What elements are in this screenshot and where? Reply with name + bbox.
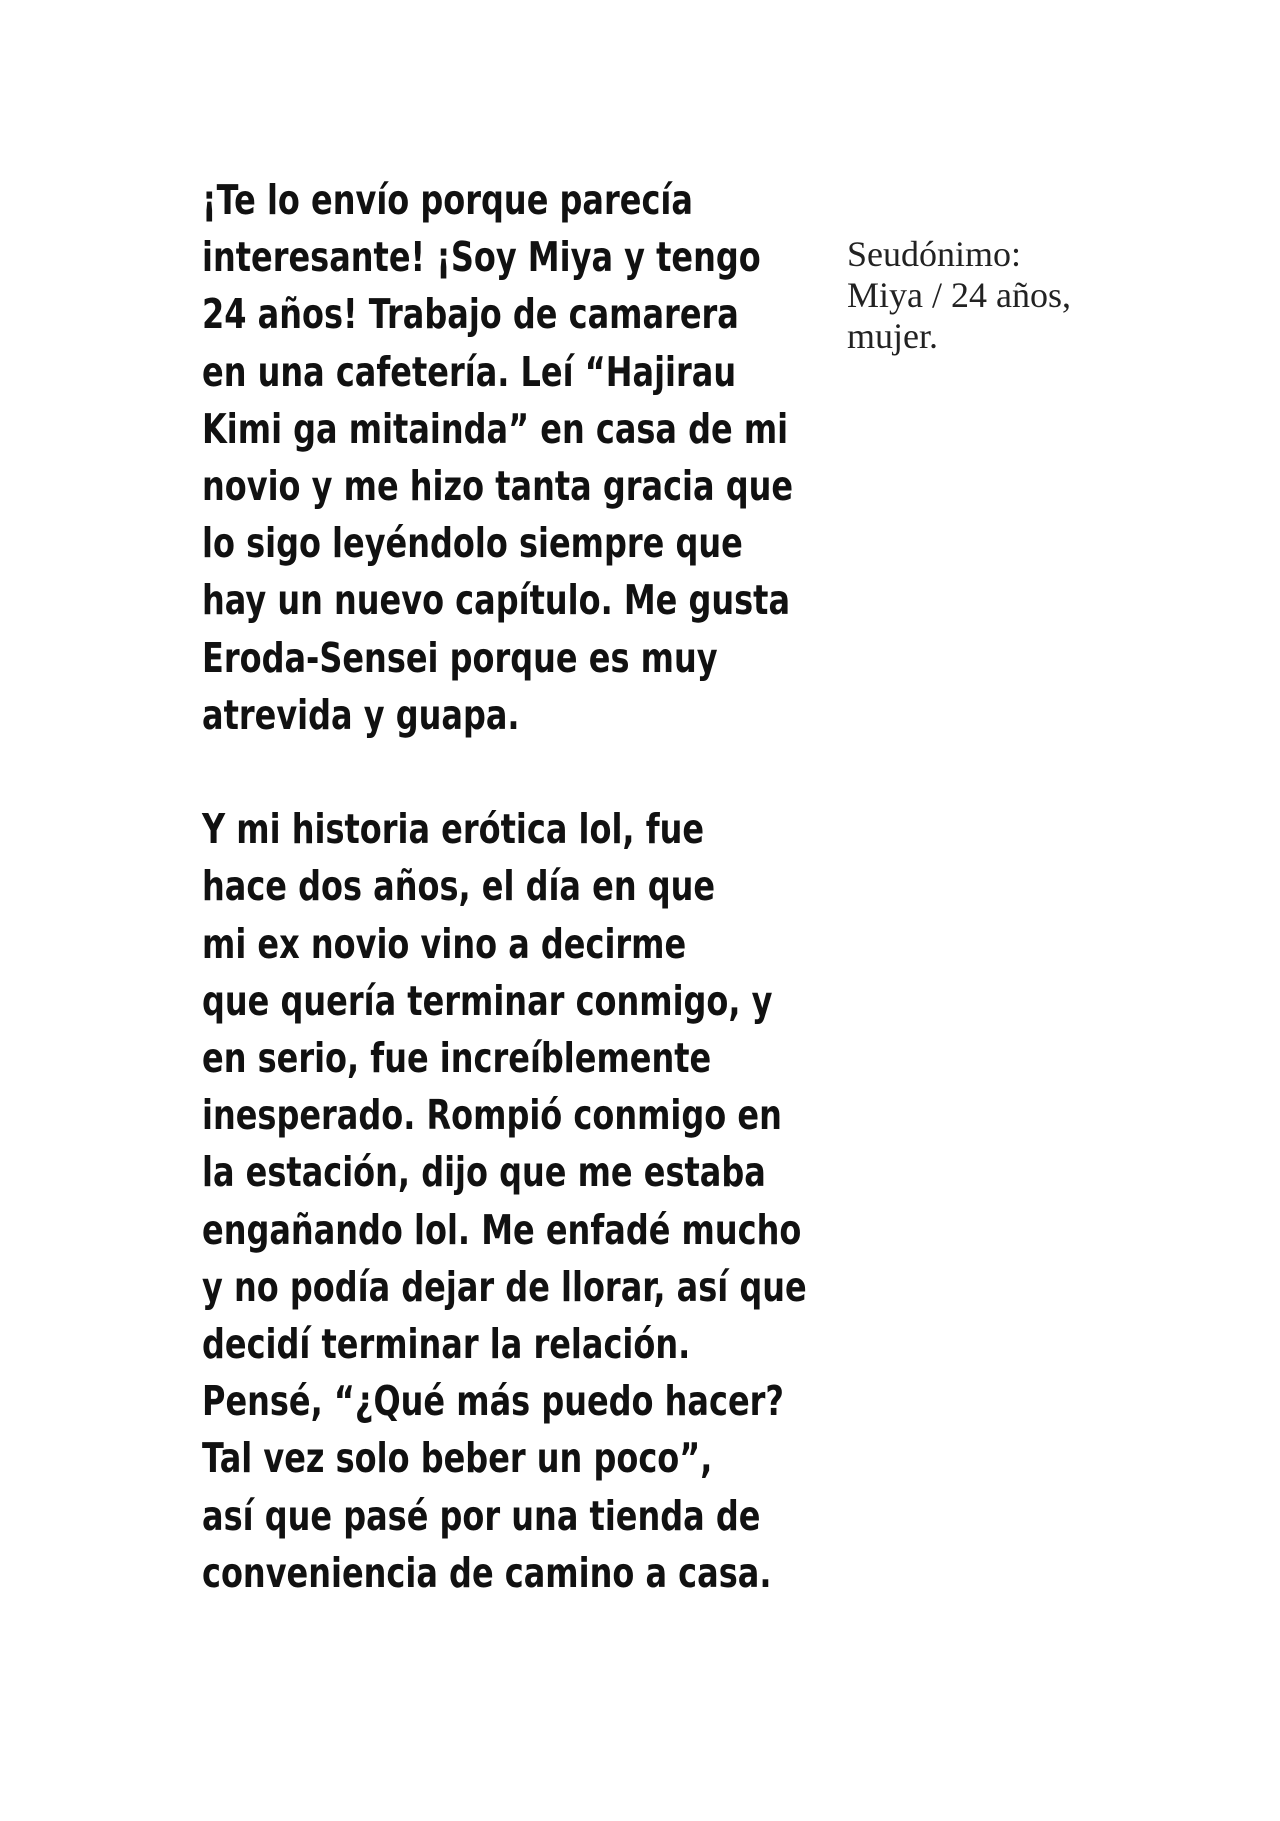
text-line: Kimi ga mitainda” en casa de mi — [202, 404, 789, 453]
text-line: engañando lol. Me enfadé mucho — [202, 1205, 802, 1254]
text-line: la estación, dijo que me estaba — [202, 1148, 766, 1197]
text-line: inesperado. Rompió conmigo en — [202, 1091, 782, 1140]
text-line: hay un nuevo capítulo. Me gusta — [202, 576, 791, 625]
text-line: 24 años! Trabajo de camarera — [202, 290, 739, 339]
text-line: hace dos años, el día en que — [202, 862, 716, 911]
text-line: Y mi historia erótica lol, fue — [202, 805, 705, 854]
text-line: interesante! ¡Soy Miya y tengo — [202, 233, 761, 282]
text-line: atrevida y guapa. — [202, 690, 520, 739]
text-line: mi ex novio vino a decirme — [202, 919, 687, 968]
pseudonym-value: Miya / 24 años, — [847, 275, 1071, 315]
pseudonym-label: Seudónimo: — [847, 234, 1022, 274]
text-line: que quería terminar conmigo, y — [202, 976, 773, 1025]
text-line: Eroda-Sensei porque es muy — [202, 633, 718, 682]
text-line: conveniencia de camino a casa. — [202, 1548, 772, 1597]
text-line: así que pasé por una tienda de — [202, 1491, 761, 1540]
text-line: lo sigo leyéndolo siempre que — [202, 519, 743, 568]
pseudonym-gender: mujer. — [847, 316, 938, 356]
letter-body — [202, 172, 807, 1602]
text-line: y no podía dejar de llorar, así que — [202, 1262, 807, 1311]
text-line: en una cafetería. Leí “Hajirau — [202, 347, 737, 396]
text-line: Tal vez solo beber un poco”, — [202, 1434, 713, 1483]
paragraph-spacer — [202, 744, 701, 801]
text-line: novio y me hizo tanta gracia que — [202, 462, 794, 511]
pseudonym-note — [847, 234, 1267, 357]
text-line: decidí terminar la relación. — [202, 1320, 691, 1369]
text-line: en serio, fue increíblemente — [202, 1034, 712, 1083]
text-line: ¡Te lo envío porque parecía — [202, 176, 693, 224]
paragraph-story — [202, 801, 807, 1602]
text-line: Pensé, “¿Qué más puedo hacer? — [202, 1377, 784, 1426]
paragraph-intro — [202, 172, 794, 744]
